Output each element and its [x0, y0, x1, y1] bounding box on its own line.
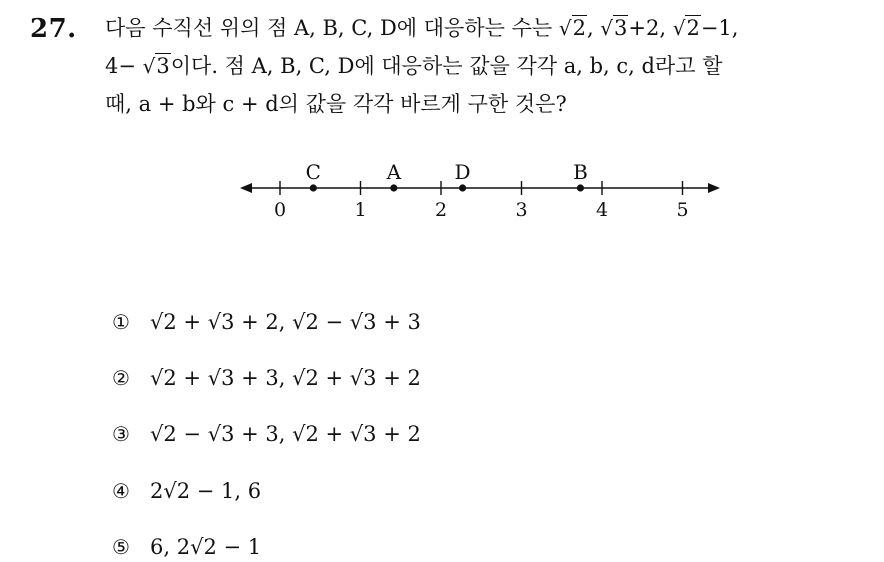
- tick-label-1: 1: [354, 199, 367, 221]
- sqrt-2-minus-1-term: √2: [672, 16, 700, 40]
- choice-5-mark: ⑤: [112, 535, 130, 559]
- question-line-3: 때, a + b와 c + d의 값을 각각 바르게 구한 것은?: [105, 92, 567, 116]
- sqrt-3-plus-2-term: √3: [600, 16, 628, 40]
- point-a-label: A: [386, 160, 402, 184]
- tick-label-0: 0: [273, 199, 287, 221]
- choice-1-mark: ①: [112, 310, 130, 334]
- point-b-label: B: [573, 160, 588, 184]
- radical-sign-icon: √: [142, 54, 156, 78]
- point-c-label: C: [305, 160, 321, 184]
- point-d-label: D: [454, 160, 471, 184]
- point-d-dot: [459, 184, 466, 191]
- choice-1-text: √2 + √3 + 2, √2 − √3 + 3: [150, 310, 421, 334]
- tick-label-3: 3: [515, 199, 528, 221]
- tick-label-4: 4: [595, 199, 609, 221]
- choice-3-text: √2 − √3 + 3, √2 + √3 + 2: [150, 422, 421, 446]
- choice-4-mark: ④: [112, 479, 130, 503]
- question-intro-text: 다음 수직선 위의 점 A, B, C, D에 대응하는 수는: [105, 16, 553, 40]
- right-arrow-icon: [708, 183, 720, 193]
- choice-5[interactable]: [112, 537, 261, 558]
- choice-2[interactable]: [112, 368, 421, 389]
- choice-4-text: 2√2 − 1, 6: [150, 479, 262, 503]
- choice-4[interactable]: [112, 481, 261, 502]
- left-arrow-icon: [240, 183, 252, 193]
- sqrt-2-term: √2: [558, 16, 586, 40]
- point-a-dot: [390, 184, 397, 191]
- radical-sign-icon: √: [558, 16, 572, 40]
- point-b-dot: [577, 184, 584, 191]
- question-line-1: 다음 수직선 위의 점 A, B, C, D에 대응하는 수는 √2, √3+2, √2−1,: [105, 16, 739, 40]
- choice-3-mark: ③: [112, 422, 130, 446]
- number-line-points: [306, 160, 588, 192]
- question-number: 27.: [30, 14, 77, 44]
- choice-3[interactable]: [112, 424, 421, 445]
- point-c-dot: [310, 184, 317, 191]
- number-line-ticks: [274, 181, 689, 221]
- choice-5-text: 6, 2√2 − 1: [150, 535, 262, 559]
- choice-1[interactable]: [112, 312, 421, 333]
- choice-2-mark: ②: [112, 366, 130, 390]
- radical-sign-icon: √: [600, 16, 614, 40]
- tick-label-5: 5: [676, 199, 689, 221]
- radical-sign-icon: √: [672, 16, 686, 40]
- four-minus-sqrt-3-term: √3: [142, 54, 170, 78]
- tick-label-2: 2: [434, 199, 448, 221]
- question-line-2: 4− √3이다. 점 A, B, C, D에 대응하는 값을 각각 a, b, c, d라고 할: [105, 54, 723, 78]
- choice-2-text: √2 + √3 + 3, √2 + √3 + 2: [150, 366, 421, 390]
